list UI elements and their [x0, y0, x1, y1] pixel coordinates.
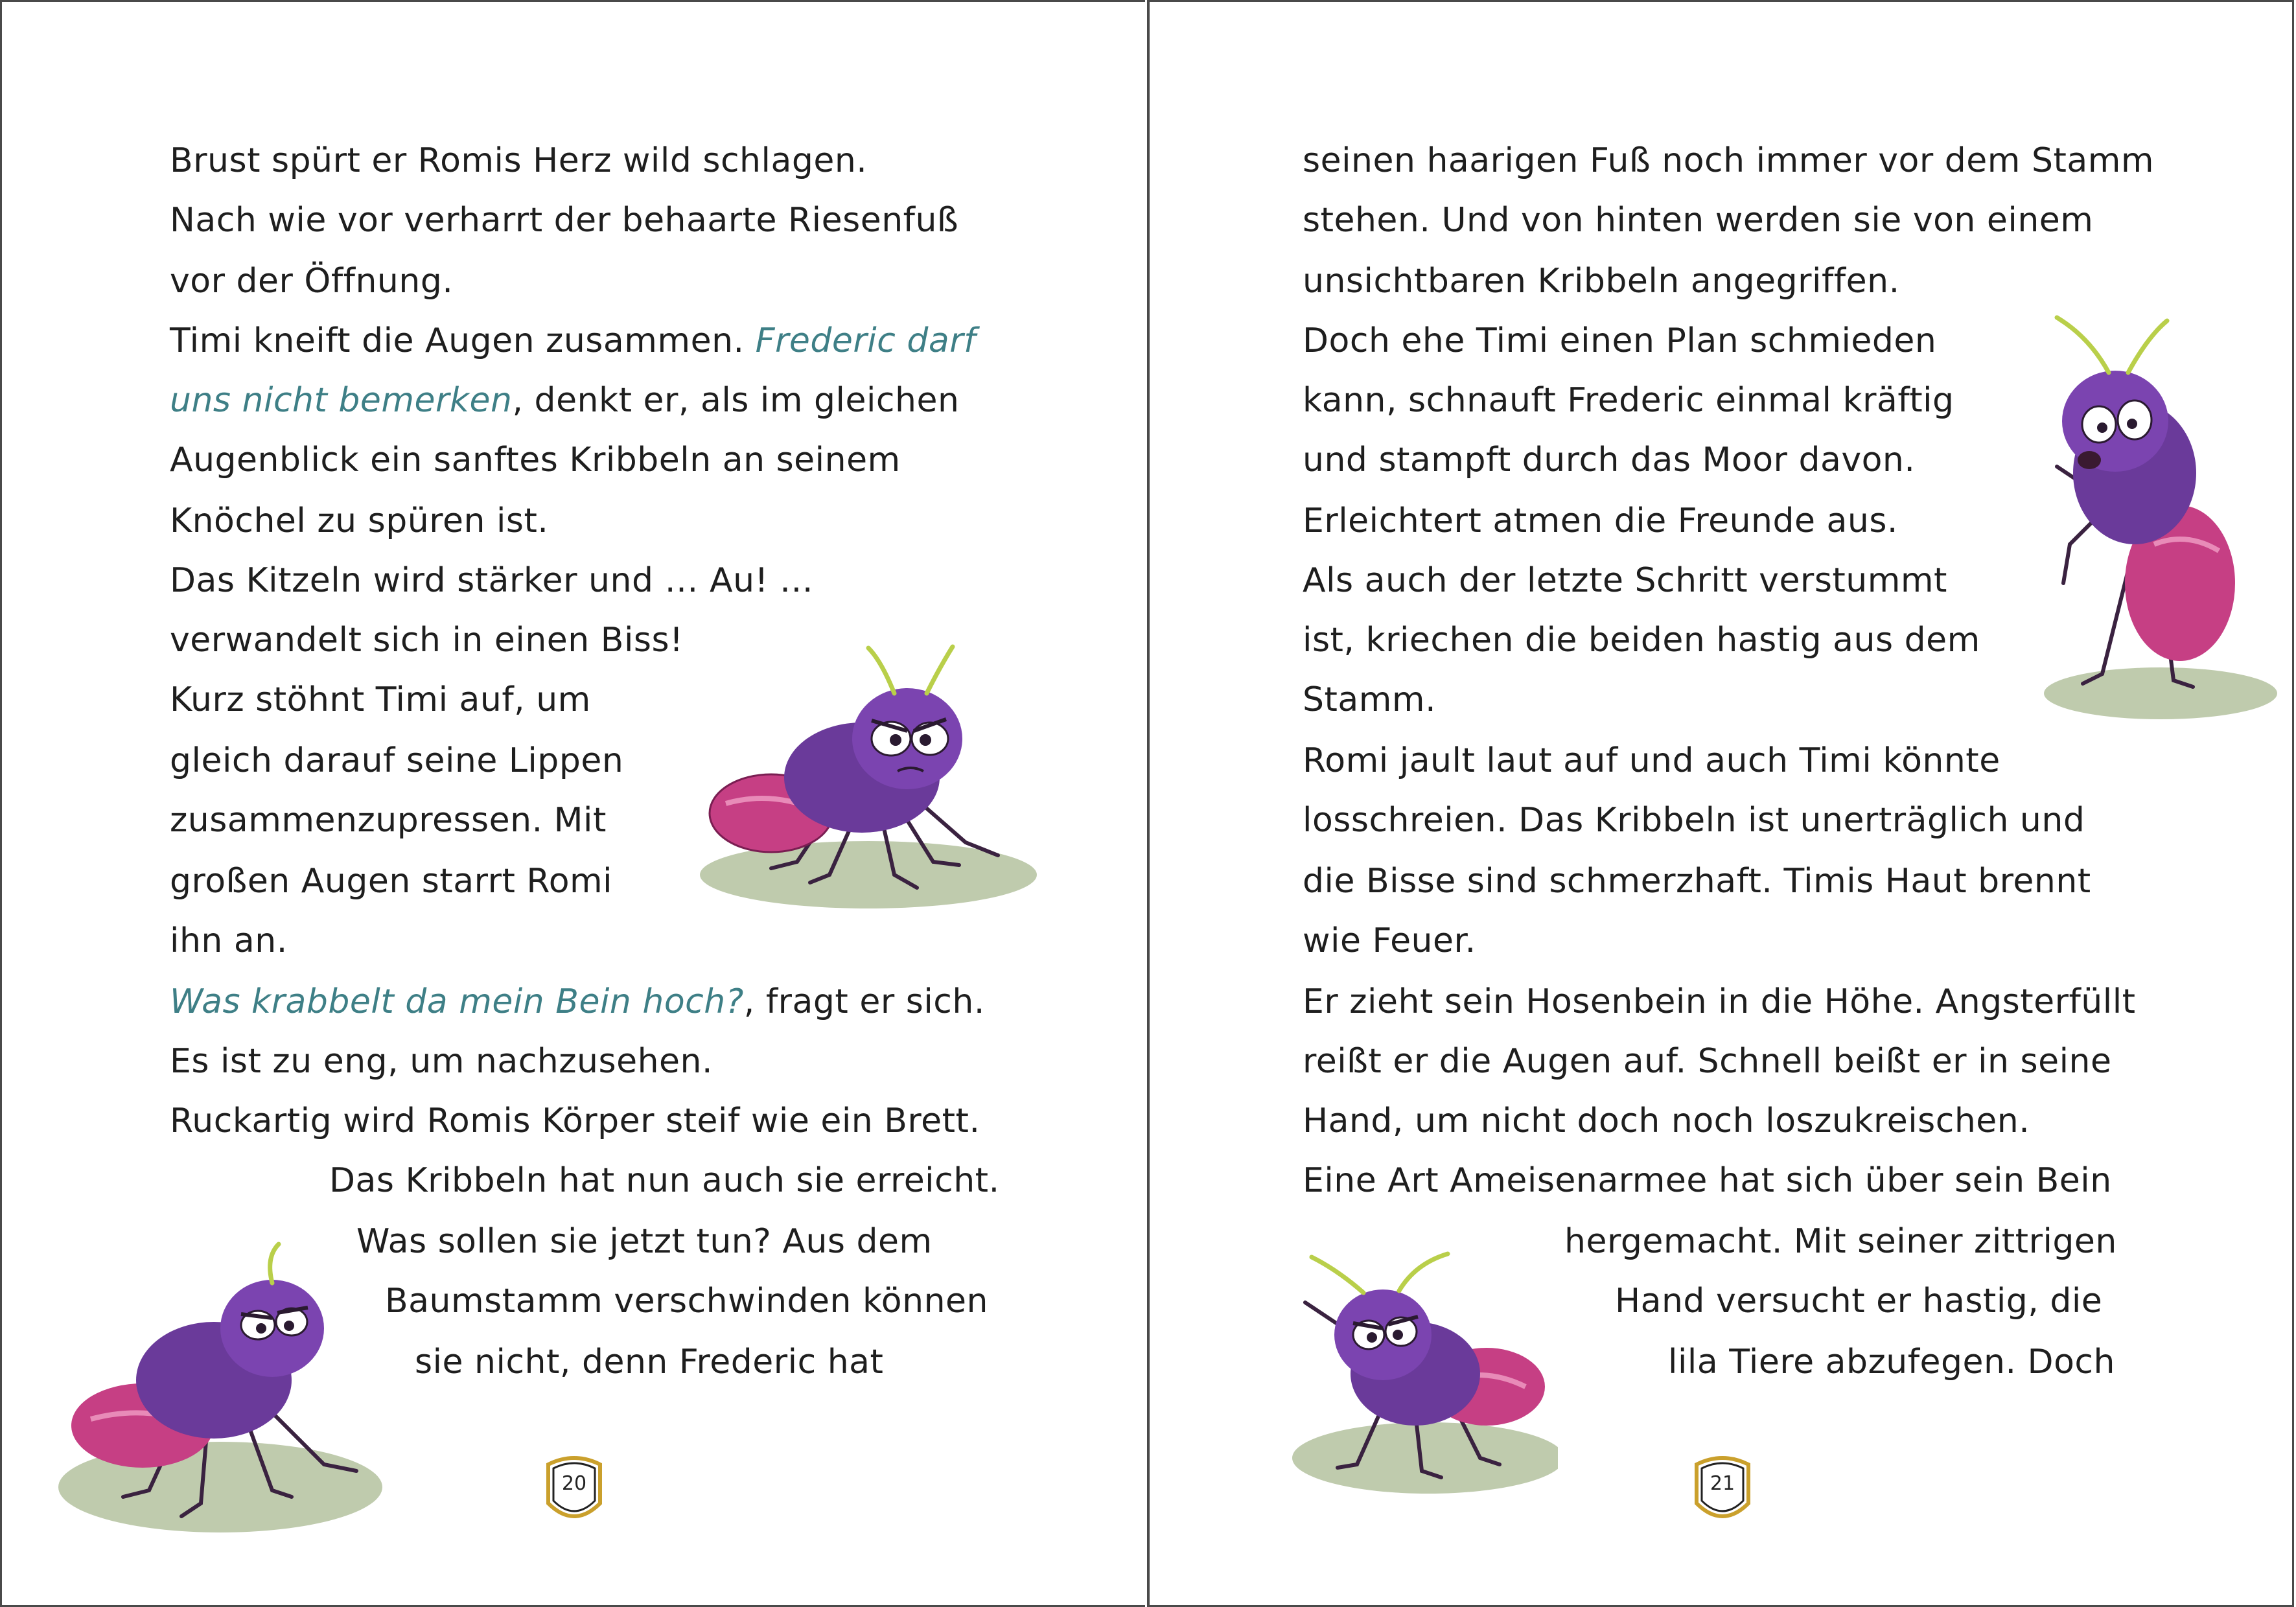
narration-text: Ruckartig wird Romis Körper steif wie ein Brett. — [170, 1102, 980, 1140]
narration-text: Timi kneift die Augen zusammen. — [170, 321, 756, 360]
narration-text: Kurz stöhnt Timi auf, um — [170, 680, 591, 719]
narration-text: Das Kribbeln hat nun auch sie erreicht. — [329, 1161, 1000, 1200]
narration-text: seinen haarigen Fuß noch immer vor dem Stamm — [1303, 141, 2155, 180]
narration-text: kann, schnauft Frederic einmal kräftig — [1303, 381, 1954, 420]
narration-text: vor der Öffnung. — [170, 262, 454, 301]
narration-text: Es ist zu eng, um nachzusehen. — [170, 1042, 713, 1081]
narration-text: Hand, um nicht doch noch loszukreischen. — [1303, 1102, 2030, 1140]
narration-text: stehen. Und von hinten werden sie von einem — [1303, 201, 2094, 240]
narration-text: wie Feuer. — [1303, 921, 1476, 960]
narration-text: sie nicht, denn Frederic hat — [415, 1343, 884, 1382]
narration-text: Eine Art Ameisenarmee hat sich über sein Bein — [1303, 1161, 2112, 1200]
narration-text: Nach wie vor verharrt der behaarte Riesenfuß — [170, 201, 959, 240]
narration-text: zusammenzupressen. Mit — [170, 801, 607, 840]
narration-text: Baumstamm verschwinden können — [385, 1282, 988, 1321]
narration-text: Als auch der letzte Schritt verstummt — [1303, 561, 1947, 600]
narration-text: Das Kitzeln wird stärker und … Au! … — [170, 561, 814, 600]
narration-text: großen Augen starrt Romi — [170, 862, 613, 901]
narration-text: verwandelt sich in einen Biss! — [170, 621, 684, 660]
inner-thought-text: Was krabbelt da mein Bein hoch? — [170, 982, 744, 1021]
narration-text: lila Tiere abzufegen. Doch — [1668, 1343, 2115, 1382]
narration-text: Doch ehe Timi einen Plan schmieden — [1303, 321, 1937, 360]
narration-text: Brust spürt er Romis Herz wild schlagen. — [170, 141, 868, 180]
narration-text: losschreien. Das Kribbeln ist unerträglich und — [1303, 801, 2085, 840]
narration-text: und stampft durch das Moor davon. — [1303, 441, 1916, 480]
page-number-right: 21 — [1710, 1472, 1735, 1495]
inner-thought-text: uns nicht bemerken — [170, 381, 513, 420]
inner-thought-text: Frederic darf — [755, 321, 976, 360]
page-number-left: 20 — [561, 1472, 587, 1495]
narration-text: Erleichtert atmen die Freunde aus. — [1303, 502, 1898, 540]
narration-text: Hand versucht er hastig, die — [1615, 1282, 2103, 1321]
narration-text: , fragt er sich. — [743, 982, 985, 1021]
narration-text: hergemacht. Mit seiner zittrigen — [1564, 1222, 2117, 1261]
narration-text: Romi jault laut auf und auch Timi könnte — [1303, 741, 2000, 780]
narration-text: , denkt er, als im gleichen — [512, 381, 960, 420]
narration-text: Stamm. — [1303, 680, 1437, 719]
narration-text: ihn an. — [170, 921, 288, 960]
narration-text: gleich darauf seine Lippen — [170, 741, 624, 780]
right-page-border — [1150, 0, 2294, 1607]
narration-text: Knöchel zu spüren ist. — [170, 502, 549, 540]
narration-text: ist, kriechen die beiden hastig aus dem — [1303, 621, 1980, 660]
narration-text: unsichtbaren Kribbeln angegriffen. — [1303, 262, 1900, 301]
narration-text: Augenblick ein sanftes Kribbeln an seinem — [170, 441, 901, 480]
narration-text: reißt er die Augen auf. Schnell beißt er in seine — [1303, 1042, 2112, 1081]
left-page-border — [0, 0, 1145, 1607]
narration-text: Was sollen sie jetzt tun? Aus dem — [356, 1222, 933, 1261]
narration-text: Er zieht sein Hosenbein in die Höhe. Angsterfüllt — [1303, 982, 2136, 1021]
narration-text: die Bisse sind schmerzhaft. Timis Haut brennt — [1303, 862, 2091, 901]
